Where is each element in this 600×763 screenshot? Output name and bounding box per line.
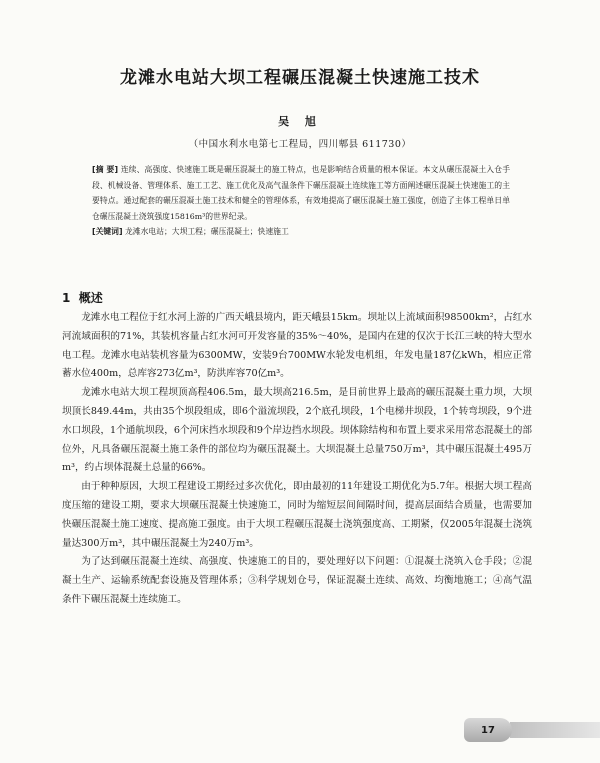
body-paragraph: 龙滩水电站大坝工程坝顶高程406.5m，最大坝高216.5m，是目前世界上最高的碾压混凝土重力坝，大坝坝顶长849.44m，共由35个坝段组成，即6个溢流坝段，2个底孔坝段，1个电梯井坝段，1个转弯坝段，9个进水口坝段，1个通航坝段，6个河床挡水坝段和9个岸边挡水坝段。坝体除结构和布置上要求采用常态混凝土的部位外，凡具备碾压混凝土施工条件的部位均为碾压混凝土。大坝混凝土总量750万m³，其中碾压混凝土495万m³，约占坝体混凝土总量的66%。 (62, 387, 532, 474)
page-tab-decoration (510, 722, 600, 738)
section-heading (62, 289, 103, 306)
abstract-text: 连续、高强度、快速施工既是碾压混凝土的施工特点，也是影响结合质量的根本保证。本文从碾压混凝土入仓手段、机械设备、管理体系、施工工艺、施工优化及高气温条件下碾压混凝土连续施工等方面阐述碾压混凝土快速施工的主要特点。通过配套的碾压混凝土施工技术和健全的管理体系，有效地提高了碾压混凝土施工强度，创造了主体工程单日单仓碾压混凝土浇筑强度15816m³的世界纪录。 (92, 165, 511, 221)
body-paragraph: 为了达到碾压混凝土连续、高强度、快速施工的目的，要处理好以下问题：①混凝土浇筑入仓手段；②混凝土生产、运输系统配套设施及管理体系；③科学规划仓号，保证混凝土连续、高效、均衡地施工；④高气温条件下碾压混凝土连续施工。 (62, 556, 532, 605)
paper-title: 龙滩水电站大坝工程碾压混凝土快速施工技术 (120, 68, 480, 88)
abstract-block (92, 162, 510, 240)
abstract-label: [摘 要] (92, 165, 119, 174)
section-number: 1 (62, 291, 71, 305)
body-text (62, 309, 532, 610)
author-affiliation: （中国水利水电第七工程局，四川郫县 611730） (188, 139, 412, 150)
page-number: 17 (464, 718, 512, 742)
keywords-text: 龙滩水电站；大坝工程；碾压混凝土；快速施工 (125, 227, 289, 236)
section-title: 概述 (78, 291, 103, 305)
keywords-label: [关键词] (92, 227, 123, 236)
body-paragraph: 由于种种原因，大坝工程建设工期经过多次优化，即由最初的11年建设工期优化为5.7年。根据大坝工程高度压缩的建设工期，要求大坝碾压混凝土快速施工，同时为缩短层间间隔时间，提高层面结合质量，也需要加快碾压混凝土施工速度、提高施工强度。由于大坝工程碾压混凝土浇筑强度高、工期紧，仅2005年混凝土浇筑量达300万m³，其中碾压混凝土为240万m³。 (62, 481, 532, 549)
author-name: 吴 旭 (278, 115, 322, 128)
keywords-paragraph (92, 224, 510, 240)
body-paragraph: 龙滩水电工程位于红水河上游的广西天峨县境内，距天峨县15km。坝址以上流域面积98500km²，占红水河流域面积的71%，其装机容量占红水河可开发容量的35%～40%，是国内在建的仅次于长江三峡的特大型水电工程。龙滩水电站装机容量为6300MW，安装9台700MW水轮发电机组，年发电量187亿kWh，相应正常蓄水位400m，总库容273亿m³，防洪库容70亿m³。 (62, 312, 532, 380)
abstract-paragraph (92, 162, 510, 224)
